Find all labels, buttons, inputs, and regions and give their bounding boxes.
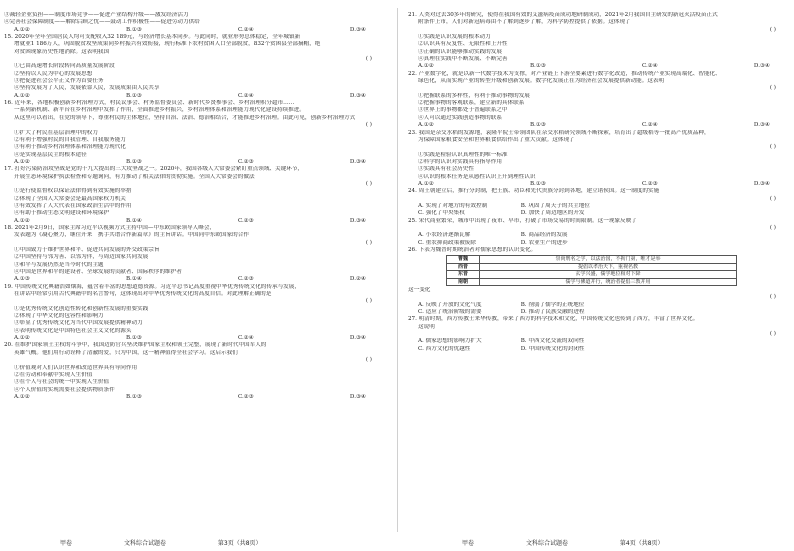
option-line: ④坚持发展为了人民，发展依靠人民，发展成果由人民共享 bbox=[14, 85, 160, 92]
answer-blank: ( ) bbox=[769, 224, 776, 231]
option-line: ①把握联系的多样性，有利于推动事物的发展 bbox=[418, 92, 530, 99]
question-line: 21. 人类对过去30多年的研究，使得在我国有效的艾滋病疫苗成功地研制成功，2021年2月我国自主研发的新冠灭活疫苗正式 bbox=[408, 12, 718, 18]
answer-choice: A.①② bbox=[14, 92, 30, 99]
footer-right bbox=[462, 538, 762, 547]
question-line: 16. 近年来，各地积极创新乡村治理方式，村民议事会、村务监督委员会、新时代乡贤参事会、乡村治理积分超市…… bbox=[4, 100, 295, 107]
option-line: ②科学的认识对实践具有指导作用 bbox=[418, 158, 502, 165]
answer-blank: ( ) bbox=[365, 239, 372, 246]
answer-choice: A.①② bbox=[418, 122, 434, 129]
answer-choices bbox=[408, 181, 790, 188]
footer-paper: 甲卷 bbox=[60, 540, 73, 547]
answer-choice: C.②③ bbox=[237, 158, 254, 165]
option-line: ②中国坚持与邻为善、以邻为伴，与周边国家共同发展 bbox=[14, 254, 149, 261]
column-divider bbox=[397, 8, 398, 532]
answer-choices bbox=[4, 276, 386, 283]
option-line: ①是行使监督权以保证法律得到有效实施的举措 bbox=[14, 188, 132, 195]
option-line: 为保障国家粮食安全和世界粮食供给作出了重大贡献。这体现了 bbox=[418, 136, 575, 143]
option-line: ④个人价值的实现需要社会提供物质条件 bbox=[14, 386, 115, 393]
answer-choice: C.②③ bbox=[237, 393, 254, 400]
left-column bbox=[4, 12, 386, 401]
answer-choices bbox=[4, 394, 386, 401]
table-row bbox=[447, 271, 737, 278]
question-line: 19. 中国传统文化典籍浩如烟海，蕴含着丰富的思想道德资源。习近平总书记高度重视中华优秀传统文化的传承与发展， bbox=[4, 283, 300, 290]
answer-choice: B.①③ bbox=[125, 92, 142, 99]
option-line: ①实践是检验认识真理性的唯一标准 bbox=[418, 151, 508, 158]
option-line: ③有效发挥了人大代表在国家政治生活中的作用 bbox=[14, 202, 132, 209]
footer-subject: 文科综合试题卷 bbox=[123, 540, 166, 547]
option-line: ④人可以通过实践创造事物的联系 bbox=[418, 114, 502, 121]
answer-choice: D.③④ bbox=[349, 158, 366, 165]
answer-choice: C.②③ bbox=[641, 180, 658, 187]
option-line: ③和平与发展仍然是当今时代的主题 bbox=[14, 261, 104, 268]
answer-choices bbox=[4, 27, 386, 34]
option-line: 发表题为《凝心聚力，继往开来 携手共谱合作新篇章》的主旨讲话。中国同中东欧国家的合作 bbox=[14, 232, 249, 239]
option-line: ③正确的认识能够推动实践的发展 bbox=[418, 48, 502, 55]
option-line: ①中国致力于维护世界和平、促进共同发展的外交政策宗旨 bbox=[14, 247, 160, 253]
option-line: C. 强化了中央集权 D. 加快了周边地区的开发 bbox=[418, 210, 585, 217]
question-line: 27. 明清时期，西方传教士来华传教，带来了西方的科学技术和文化，中国传统文化也传到了西方，丰富了世界文化。 bbox=[408, 316, 699, 323]
answer-choice: D.②④ bbox=[349, 276, 366, 283]
question-line: 20. 在维护国家领土主权的斗争中，我国边防官兵坚决维护国家主权和领土完整，展现了新时代中国军人的 bbox=[4, 342, 267, 349]
table-cell-period: 曹魏 bbox=[447, 256, 480, 263]
option-line: A. 实现了对地方的有效控制 B. 巩固了周天子的共主地位 bbox=[418, 202, 590, 209]
answer-choice: B.①③ bbox=[125, 335, 142, 342]
answer-blank: ( ) bbox=[365, 56, 372, 63]
question-line: ④完善社会保障制度——解除后顾之忧——鼓动工作积极性——促进劳动力供给 bbox=[4, 19, 200, 26]
option-line: ①价值观对人们认识世界和改造世界具有导向作用 bbox=[14, 364, 138, 371]
table-row bbox=[447, 256, 737, 263]
option-line: 从这里可以看出，在党的领导下，尊重村民的主体地位，坚持自治、法治、德治相结合，才能推进乡村治理。由此可见，创新乡村治理方式 bbox=[14, 114, 356, 121]
answer-blank: ( ) bbox=[365, 122, 372, 129]
answer-choice: B.①③ bbox=[125, 393, 142, 400]
option-line: ④认识的根本任务是从感性认识上升到理性认识 bbox=[418, 173, 536, 180]
option-line: A. 小农经济逐渐瓦解 B. 商品经济的发展 bbox=[418, 232, 568, 239]
option-line: ④有助于推动生态文明建设和环境保护 bbox=[14, 210, 110, 217]
answer-choice: B.①③ bbox=[529, 180, 546, 187]
question-line: 22. 产业数字化，就是以新一代数字技术为支撑，对产业链上下游全要素进行数字化改造，推动传统产业实现高端化、智能化、 bbox=[408, 70, 721, 77]
answer-choice: A.①② bbox=[418, 180, 434, 187]
answer-choices bbox=[4, 218, 386, 225]
answer-choice: C.②④ bbox=[237, 26, 254, 33]
option-line: C. 西方文化的优越性 D. 中国传统文化的封闭性 bbox=[418, 345, 585, 352]
answer-blank: ( ) bbox=[769, 331, 776, 338]
option-line: 一系列新机制、新平台在乡村治理中发挥了作用，全面推进乡村振兴，乡村治理体系和治理能力现代化建设持续推进。 bbox=[14, 107, 305, 114]
question-line: 这一变化 bbox=[408, 286, 431, 293]
question-line: 17. 打好污染防治攻坚战是党的十九大提出的三大攻坚战之一。2020年，我国各级人大常委会紧盯重点领域、关键环节， bbox=[4, 166, 304, 173]
option-line: 增就业1 186万人，巩固脱贫攻坚成果同乡村振兴有效衔接，现行标准下农村贫困人口全部脱贫，832个贫困县全部摘帽，绝 bbox=[14, 41, 321, 48]
question-line: 15. 2020年全年全国居民人均可支配收入32 189元，与经济增长基本同步。与此同时，就业形势总体稳定，全年城镇新 bbox=[4, 34, 301, 41]
answer-choice: A.①② bbox=[14, 335, 30, 342]
option-line: ③有利于推动乡村治理体系和治理能力现代化 bbox=[14, 144, 126, 151]
table-cell-content: 玄学兴盛，儒学地位相对下降 bbox=[480, 271, 737, 278]
table-cell-period: 南朝 bbox=[447, 278, 480, 285]
right-column bbox=[408, 12, 790, 353]
option-line: ②体现了中华文化的包容性和影响力 bbox=[14, 313, 104, 320]
option-line: C. 重农抑商政策被废除 D. 农业生产的进步 bbox=[418, 239, 568, 246]
answer-choice: A.①② bbox=[418, 63, 434, 70]
answer-choices bbox=[408, 122, 790, 129]
option-line: A. 儒家思想的影响力扩大 B. 中西文化交流的双向性 bbox=[418, 338, 585, 345]
answer-choice: B.①④ bbox=[125, 276, 142, 283]
answer-choice: B.①③ bbox=[529, 63, 546, 70]
answer-choices bbox=[4, 335, 386, 342]
answer-choice: D.③④ bbox=[349, 393, 366, 400]
answer-blank: ( ) bbox=[769, 144, 776, 151]
question-line: 23. 我国是杂交水稻的发源地，袁隆平院士带领团队在杂交水稻研究领域不断探索，培育出了超级稻等一批高产优质品种， bbox=[408, 129, 710, 136]
footer-left bbox=[60, 538, 360, 547]
option-line: ②在劳动和奉献中实现人生价值 bbox=[14, 371, 93, 378]
answer-choice: C.②④ bbox=[237, 92, 254, 99]
option-line: ③世界上的事物都处于普遍联系之中 bbox=[418, 107, 508, 114]
answer-choice: A.①② bbox=[14, 26, 30, 33]
option-line: 绿色化，从而实现产业的转型升级和创新发展。数字化发展正在为经济社会发展提供新动能。这表明 bbox=[418, 78, 665, 85]
question-line: 24. 周王朝建立后，推行分封制，把王族、功臣和先代贵族分封到各地，建立诸侯国。这一制度的实施 bbox=[408, 188, 660, 195]
answer-choice: B.①③ bbox=[529, 122, 546, 129]
option-line: 开展生态环境保护执法检查和专题询问，有力推动了相关法律的贯彻实施。全国人大常委会的做法 bbox=[14, 173, 255, 180]
answer-blank: ( ) bbox=[769, 85, 776, 92]
footer-paper: 甲卷 bbox=[462, 540, 475, 547]
option-line: ③实践具有社会历史性 bbox=[418, 166, 474, 173]
option-line: ②体现了全国人大常委会是最高国家权力机关 bbox=[14, 195, 126, 202]
option-line: 英雄气概。他们用行动诠释了清澈的爱，只为中国，这一精神值得全社会学习。这启示我们 bbox=[14, 349, 238, 356]
answer-blank: ( ) bbox=[365, 180, 372, 187]
answer-choice: A.①② bbox=[14, 393, 30, 400]
footer-subject: 文科综合试题卷 bbox=[525, 540, 568, 547]
answer-choice: D.③④ bbox=[349, 26, 366, 33]
option-line: ③彰显了优秀传统文化为当代中国发展提供精神动力 bbox=[14, 320, 143, 327]
option-line: 这说明 bbox=[418, 323, 435, 330]
table-row bbox=[447, 263, 737, 270]
option-line: ②认识具有反复性、无限性和上升性 bbox=[418, 41, 508, 48]
option-line: ④真理在实践中不断发展、不断完善 bbox=[418, 56, 508, 63]
question-line: ③减轻企业负担——制度市场竞争——促进产业结构升级——激发经济活力 bbox=[4, 12, 189, 18]
option-line: 对贫困现象历史性地消除。这表明我国 bbox=[14, 48, 110, 55]
footer-page: 第4页（共8页） bbox=[619, 540, 664, 547]
table-cell-period: 西晋 bbox=[447, 263, 480, 270]
answer-choice: D.③④ bbox=[349, 335, 366, 342]
answer-choice: D.③④ bbox=[753, 63, 770, 70]
option-line: ①实践是认识发展的根本动力 bbox=[418, 34, 491, 41]
answer-blank: ( ) bbox=[365, 298, 372, 305]
answer-choice: C.②④ bbox=[237, 335, 254, 342]
answer-choice: B.①③ bbox=[125, 158, 142, 165]
answer-choice: C.②④ bbox=[641, 63, 658, 70]
answer-blank: ( ) bbox=[769, 26, 776, 33]
table-cell-content: 崇尚刑名之学，以法治国，不拘门第，唯才是举 bbox=[480, 256, 737, 263]
question-line: 18. 2021年2月9日，国家主席习近平以视频方式主持中国—中东欧国家领导人峰会， bbox=[4, 224, 216, 231]
answer-choice: B.①③ bbox=[125, 26, 142, 33]
answer-blank: ( ) bbox=[365, 357, 372, 364]
answer-choices bbox=[4, 159, 386, 166]
answer-choice: C.②③ bbox=[237, 217, 254, 224]
answer-choice: A.①② bbox=[14, 217, 30, 224]
option-line: ④表明传统文化是中国特色社会主义文化的源头 bbox=[14, 327, 132, 334]
option-line: A. 反映了开放的文化气度 B. 削弱了儒学的正统地位 bbox=[418, 301, 585, 308]
option-line: ②把握事物的客观联系，建立新的具体联系 bbox=[418, 100, 525, 107]
answer-choice: D.③④ bbox=[349, 92, 366, 99]
question-line: 26. 下表为魏晋时期统治者对儒家思想的认识变化。 bbox=[408, 247, 537, 253]
table-cell-period: 东晋 bbox=[447, 271, 480, 278]
answer-choice: D.③④ bbox=[349, 217, 366, 224]
option-line: C. 适应了统治阶级的需要 D. 推动了民族交融的进程 bbox=[418, 309, 585, 315]
answer-choice: B.①④ bbox=[125, 217, 142, 224]
answer-choice: D.③④ bbox=[753, 180, 770, 187]
option-line: ③把促进社会公平正义作为首要任务 bbox=[14, 78, 104, 85]
option-line: ①已由高速增长阶段转向高质量发展阶段 bbox=[14, 63, 115, 70]
footer-page: 第3页（共8页） bbox=[217, 540, 262, 547]
option-line: ②有利于增强村民的自我管理、自我服务能力 bbox=[14, 136, 126, 143]
answer-blank: ( ) bbox=[769, 195, 776, 202]
answer-choice: C.②④ bbox=[641, 122, 658, 129]
info-table bbox=[446, 255, 737, 286]
option-line: 附条件上市，人们对新冠病毒由不了解到逐步了解，为科学防控提供了依据。这体现了 bbox=[418, 19, 631, 26]
option-line: ③在个人与社会的统一中实现人生价值 bbox=[14, 379, 110, 386]
table-row bbox=[447, 278, 737, 285]
question-line: 25. 宋代商业繁荣，城市中出现了夜市、早市，打破了市场交易的时间限制。这一现象反映了 bbox=[408, 217, 637, 224]
answer-choice: D.③④ bbox=[753, 122, 770, 129]
answer-choices bbox=[408, 63, 790, 70]
table-cell-content: 提倡以孝治天下，重视名教 bbox=[480, 263, 737, 270]
option-line: 在讲话中经常引用古代典籍中的名言警句，这体现出对中华优秀传统文化的高度自信。对此理解正确的是 bbox=[14, 291, 272, 298]
table-cell-content: 儒学与佛道并行，统治者提倡三教并用 bbox=[480, 278, 737, 285]
option-line: ④是实现基层民主的根本途径 bbox=[14, 151, 87, 158]
answer-choice: A.①③ bbox=[14, 276, 30, 283]
answer-choice: A.①② bbox=[14, 158, 30, 165]
answer-choices bbox=[4, 93, 386, 100]
answer-blank: ( ) bbox=[769, 294, 776, 301]
option-line: ①扩大了村民在基层治理中的权力 bbox=[14, 129, 98, 136]
option-line: ①是优秀传统文化创造性转化和创新性发展的重要实践 bbox=[14, 305, 149, 312]
option-line: ④中国是世界和平的建设者、全球发展的贡献者、国际秩序的维护者 bbox=[14, 269, 182, 276]
option-line: ②坚持以人民为中心的发展思想 bbox=[14, 70, 93, 77]
answer-choice: C.②③ bbox=[237, 276, 254, 283]
